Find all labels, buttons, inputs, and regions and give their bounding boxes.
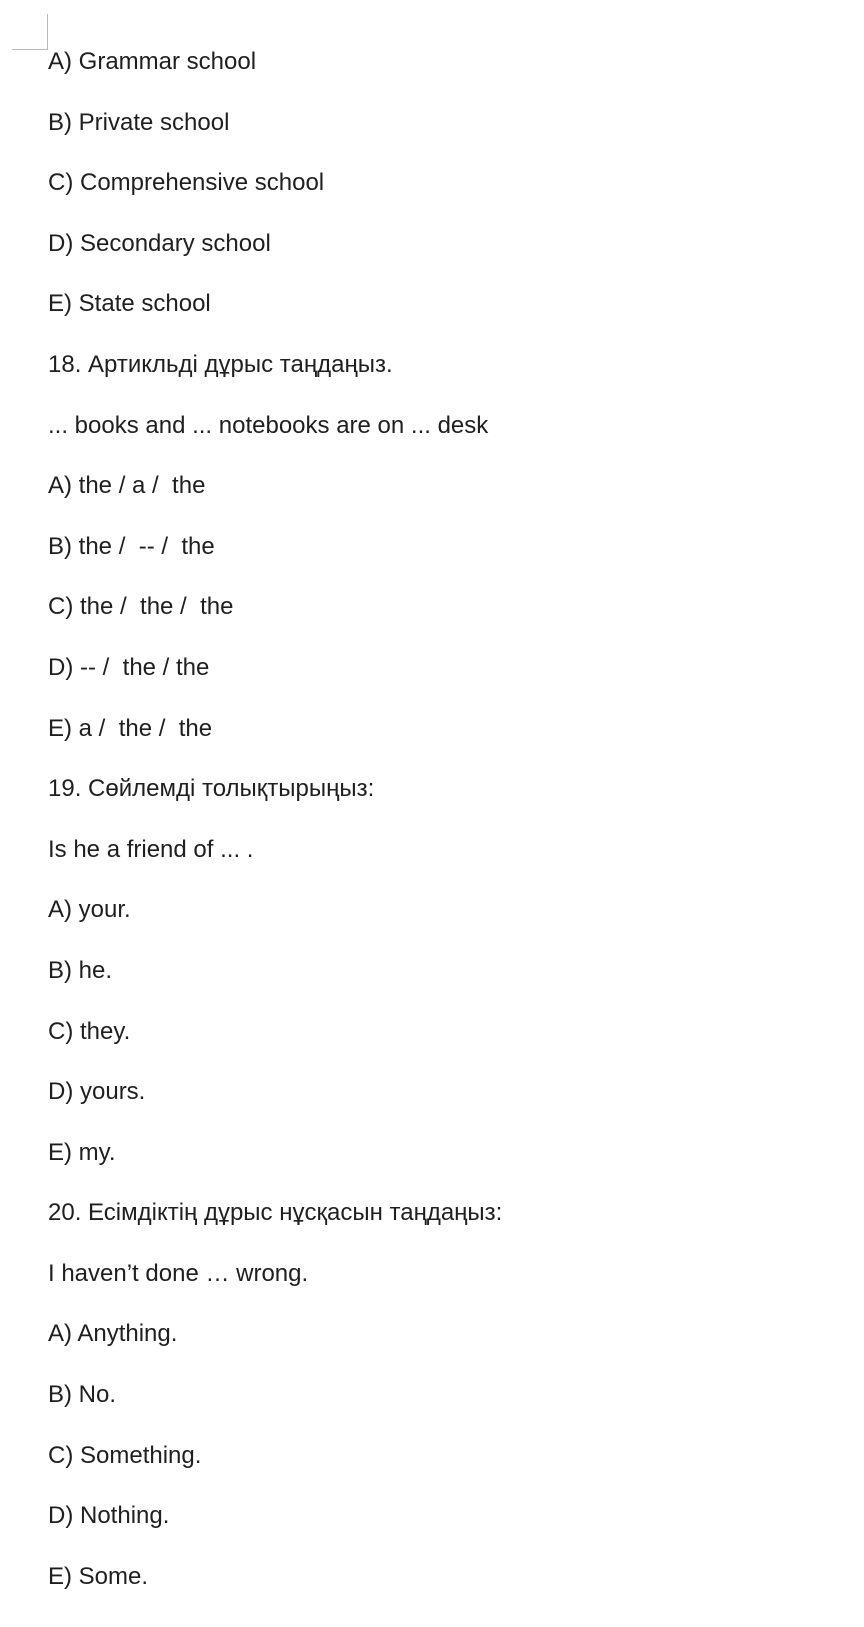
page-corner-marker: [12, 14, 48, 50]
question-18-heading: 18. Артикльді дұрыс таңдаңыз.: [48, 350, 393, 378]
option-d-q19: D) yours.: [48, 1078, 146, 1106]
option-d-q17: D) Secondary school: [48, 229, 271, 257]
option-c-q20: C) Something.: [48, 1441, 202, 1469]
option-c-q17: C) Comprehensive school: [48, 169, 325, 197]
option-e-q17: E) State school: [48, 290, 211, 318]
option-a-q19: A) your.: [48, 896, 131, 924]
option-b-q20: B) No.: [48, 1381, 117, 1409]
document-body: [48, 48, 844, 1623]
question-20-heading: 20. Есімдіктің дұрыс нұсқасын таңдаңыз:: [48, 1199, 503, 1227]
option-d-q18: D) -- / the / the: [48, 653, 210, 681]
option-e-q20: E) Some.: [48, 1562, 149, 1590]
option-c-q19: C) they.: [48, 1017, 131, 1045]
option-a-q18: A) the / a / the: [48, 472, 206, 500]
option-b-q18: B) the / -- / the: [48, 532, 215, 560]
question-19-sentence: Is he a friend of ... .: [48, 835, 254, 863]
option-b-q17: B) Private school: [48, 108, 230, 136]
question-19-heading: 19. Сөйлемді толықтырыңыз:: [48, 775, 375, 803]
option-d-q20: D) Nothing.: [48, 1502, 170, 1530]
option-a-q20: A) Anything.: [48, 1320, 178, 1348]
question-20-sentence: I haven’t done … wrong.: [48, 1259, 309, 1287]
option-b-q19: B) he.: [48, 956, 113, 984]
option-a-q17: A) Grammar school: [48, 48, 257, 75]
option-e-q18: E) a / the / the: [48, 714, 213, 742]
option-c-q18: C) the / the / the: [48, 593, 234, 621]
option-e-q19: E) my.: [48, 1138, 116, 1166]
question-18-sentence: ... books and ... notebooks are on ... desk: [48, 411, 489, 439]
